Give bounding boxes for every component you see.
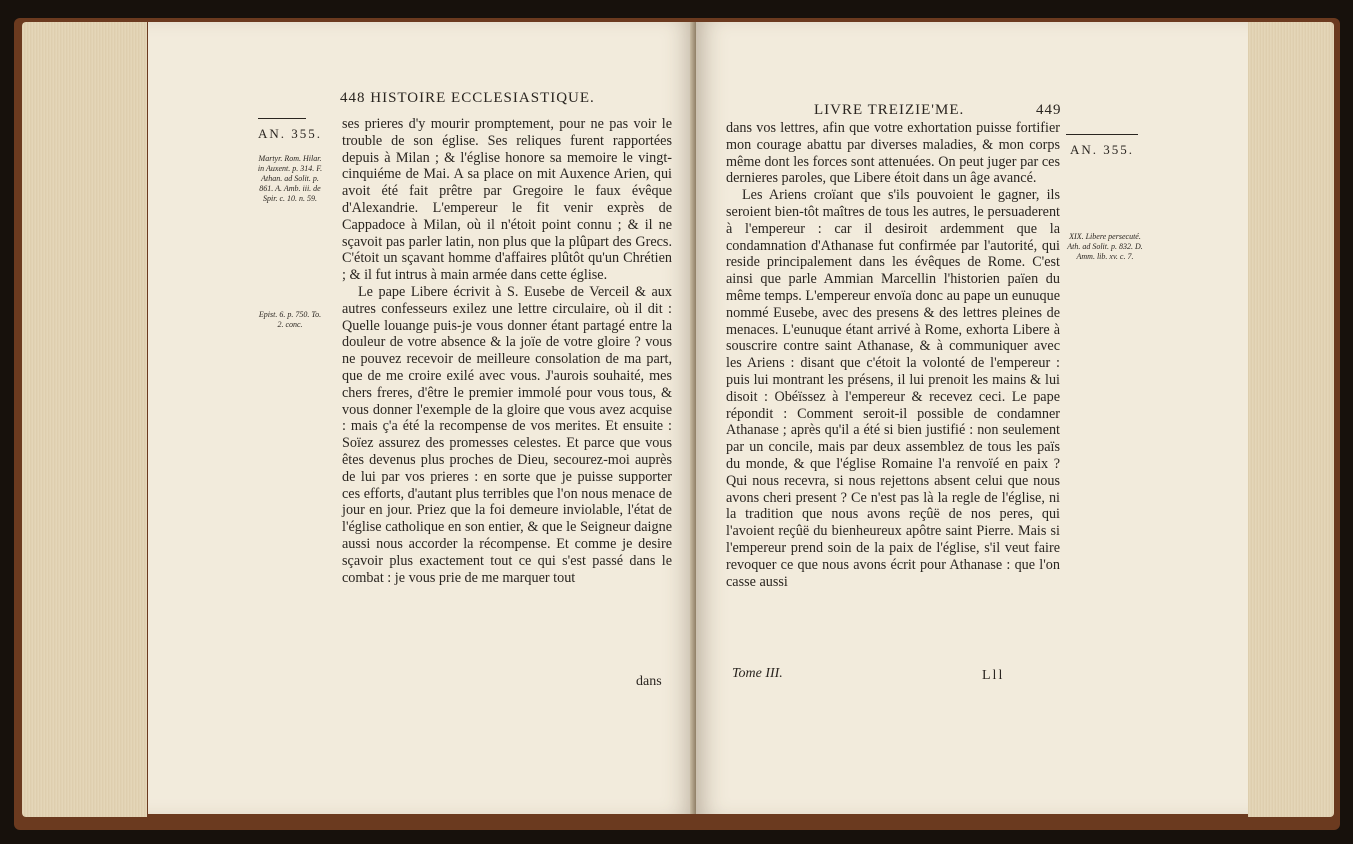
year-rule <box>258 118 306 119</box>
year-marker: AN. 355. <box>1070 142 1135 157</box>
main-text <box>726 120 1060 590</box>
left-page <box>148 22 694 814</box>
page-edges-left <box>22 22 147 817</box>
page-edges-right <box>1248 22 1334 817</box>
right-page <box>696 22 1248 814</box>
paragraph: Le pape Libere écrivit à S. Eusebe de Verceil & aux autres confesseurs exilez une lettre circulaire, où il dit : Quelle louange puis-je vous donner étant partagé entre la douleur de votre absence & la joïe de votre gloire ? vous ne pouvez recevoir de meilleure consolation de ma part, que de me croire exilé avec vous. J'aurois souhaité, mes chers freres, d'être le premier immolé pour vous tous, & vous donner l'exemple de la gloire que vous avez acquise : mais ç'a été la recompense de vos merites. Et ensuite : Soïez assurez des promesses celestes. Et parce que vous êtes devenus plus proches de Dieu, secourez-moi auprès de lui par vos prieres : en sorte que je puisse supporter ces efforts, d'autant plus terribles que l'on nous menace de jour en jour. Priez que la foi demeure inviolable, l'état de l'église catholique en son entier, & que le Seigneur daigne aussi nous accorder la récompense. Et comme je desire sçavoir plus exactement tout ce qui s'est passé dans le combat : je vous prie de me marquer tout <box>342 283 672 586</box>
page-number: 449 <box>1036 102 1062 118</box>
signature-mark: Lll <box>982 668 1005 683</box>
running-header: LIVRE TREIZIE'ME. <box>814 102 965 118</box>
margin-note: Epist. 6. p. 750. To. 2. conc. <box>258 310 322 329</box>
paragraph: Les Ariens croïant que s'ils pouvoient le gagner, ils seroient bien-tôt maîtres de tous les autres, le persuaderent à l'empereur : car il desiroit ardemment que la condamnation d'Athanase fut confirmée par l'autorité, qui reside principalement dans les évêques de Rome. C'est ainsi que parle Ammian Marcellin l'historien païen du même temps. L'empereur envoïa donc au pape un eunuque nommé Eusebe, avec des presens & des lettres pleines de menaces. L'eunuque étant arrivé à Rome, exhorta Libere à souscrire contre saint Athanase, & à communiquer avec les Ariens : disant que c'étoit la volonté de l'empereur : puis lui montrant les présens, il lui prenoit les mains & lui disoit : Obéïssez à l'empereur & recevez ceci. Le pape répondit : Comment seroit-il possible de condamner Athanase ; après qu'il a été si bien justifié : non seulement par un concile, mais par deux assemblez de tous les païs du monde, & que l'église Romaine l'a renvoïé en paix ? Qui nous recevra, si nous rejettons absent celui que nous avons cheri present ? Ce n'est pas là la regle de l'église, ni la tradition que nous avons reçûë de nos peres, qui l'avoient reçûë du bienheureux apôtre saint Pierre. Mais si l'empereur prend soin de la paix de l'église, s'il veut faire revoquer ce que nous avons écrit pour Athanase : que l'on casse aussi <box>726 187 1060 590</box>
main-text <box>342 116 672 586</box>
tome-label: Tome III. <box>732 666 783 681</box>
year-marker: AN. 355. <box>258 126 323 141</box>
paragraph: dans vos lettres, afin que votre exhortation puisse fortifier mon courage abattu par diverses maladies, & mon corps même dont les forces sont attenuées. On peut juger par ces dernieres paroles, que Libere étoit dans un âge avancé. <box>726 120 1060 187</box>
margin-note: XIX. Libere persecuté. Ath. ad Solit. p. 832. D. Amm. lib. xv. c. 7. <box>1067 232 1143 261</box>
paragraph: ses prieres d'y mourir promptement, pour ne pas voir le trouble de son église. Ses reliques furent rapportées depuis à Milan ; & l'église honore sa memoire le vingt-cinquiéme de Mai. A sa place on mit Auxence Arien, qui avoit été fait prêtre par Gregoire le faux évêque d'Alexandrie. L'empereur le fit venir exprès de Cappadoce à Milan, où il n'étoit point connu ; & il ne sçavoit pas parler latin, non plus que la plûpart des Grecs. C'étoit un sçavant homme d'affaires plûtôt qu'un Chrétien ; & il fut intrus à main armée dans cette église. <box>342 116 672 284</box>
year-rule <box>1066 134 1138 135</box>
running-header: 448 HISTOIRE ECCLESIASTIQUE. <box>340 90 595 106</box>
margin-note: Martyr. Rom. Hilar. in Auxent. p. 314. F. Athan. ad Solit. p. 861. A. Amb. iii. de Spir. c. 10. n. 59. <box>257 154 323 203</box>
catchword: dans <box>636 674 662 689</box>
